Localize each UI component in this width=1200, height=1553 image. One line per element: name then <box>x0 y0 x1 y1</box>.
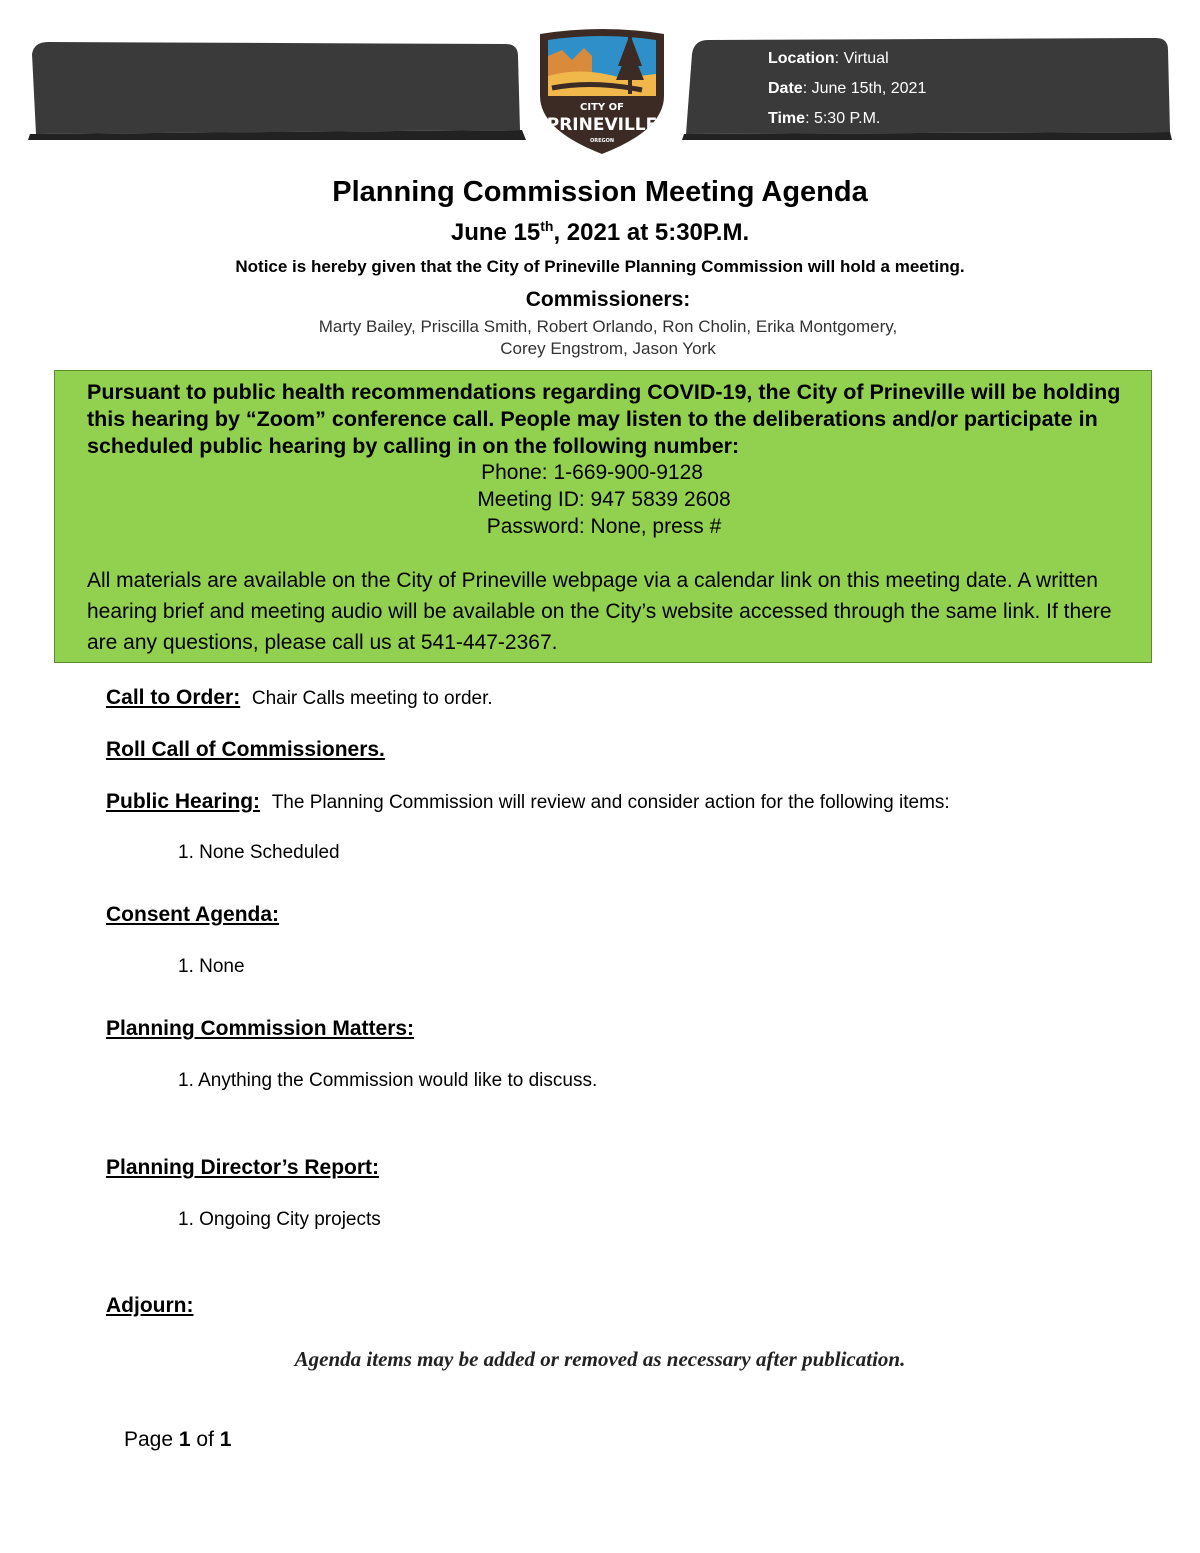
meeting-location: Location: Virtual <box>768 50 889 67</box>
director-report: Planning Director’s Report: <box>106 1156 380 1179</box>
zoom-phone: Phone: 1-669-900-9128 <box>481 461 703 484</box>
city-of-prineville-logo <box>532 26 672 158</box>
logo-line2: PRINEVILLE <box>546 115 658 135</box>
covid-intro: Pursuant to public health recommendations regarding COVID-19, the City of Prineville will be holding this hearing by “Zoom” conference call. People may listen to the deliberations and/or participate in scheduled public hearing by calling in on the following number: <box>87 380 1121 458</box>
logo-line1: CITY OF <box>580 102 624 113</box>
consent-item: 1. None <box>178 956 245 977</box>
materials-info: All materials are available on the City of Prineville webpage via a calendar link on this meeting date. A written hearing brief and meeting audio will be available on the City’s website accessed through the same link. If there are any questions, please call us at 541-447-2367. <box>87 569 1112 654</box>
zoom-meeting-id: Meeting ID: 947 5839 2608 <box>477 488 731 511</box>
adjourn: Adjourn: <box>106 1294 194 1317</box>
agenda-disclaimer: Agenda items may be added or removed as necessary after publication. <box>294 1347 906 1371</box>
meeting-time: Time: 5:30 P.M. <box>768 110 881 127</box>
roll-call: Roll Call of Commissioners. <box>106 738 385 761</box>
zoom-password: Password: None, press # <box>486 515 722 538</box>
meeting-date: Date: June 15th, 2021 <box>768 80 927 97</box>
page-title: Planning Commission Meeting Agenda <box>332 176 868 208</box>
header-banner-left <box>28 38 526 140</box>
director-item: 1. Ongoing City projects <box>178 1209 381 1230</box>
header-banner-right <box>682 34 1172 140</box>
logo-line3: OREGON <box>589 138 615 144</box>
meeting-notice: Notice is hereby given that the City of Prineville Planning Commission will hold a meeting. <box>235 257 965 276</box>
consent-agenda: Consent Agenda: <box>106 903 280 926</box>
commission-matters: Planning Commission Matters: <box>106 1017 415 1040</box>
commissioners-list: Marty Bailey, Priscilla Smith, Robert Orlando, Ron Cholin, Erika Montgomery, Corey Engstrom, Jason York <box>318 317 898 358</box>
call-to-order: Call to Order: Chair Calls meeting to order. <box>106 686 493 709</box>
public-hearing: Public Hearing: The Planning Commission will review and consider action for the following items: <box>106 790 950 813</box>
public-hearing-item: 1. None Scheduled <box>178 842 340 863</box>
covid-notice-box <box>54 370 1152 663</box>
commissioners-heading: Commissioners: <box>525 288 691 311</box>
meeting-datetime: June 15th, 2021 at 5:30P.M. <box>450 218 750 246</box>
matters-item: 1. Anything the Commission would like to discuss. <box>178 1070 598 1091</box>
page-number: Page 1 of 1 <box>124 1428 232 1451</box>
